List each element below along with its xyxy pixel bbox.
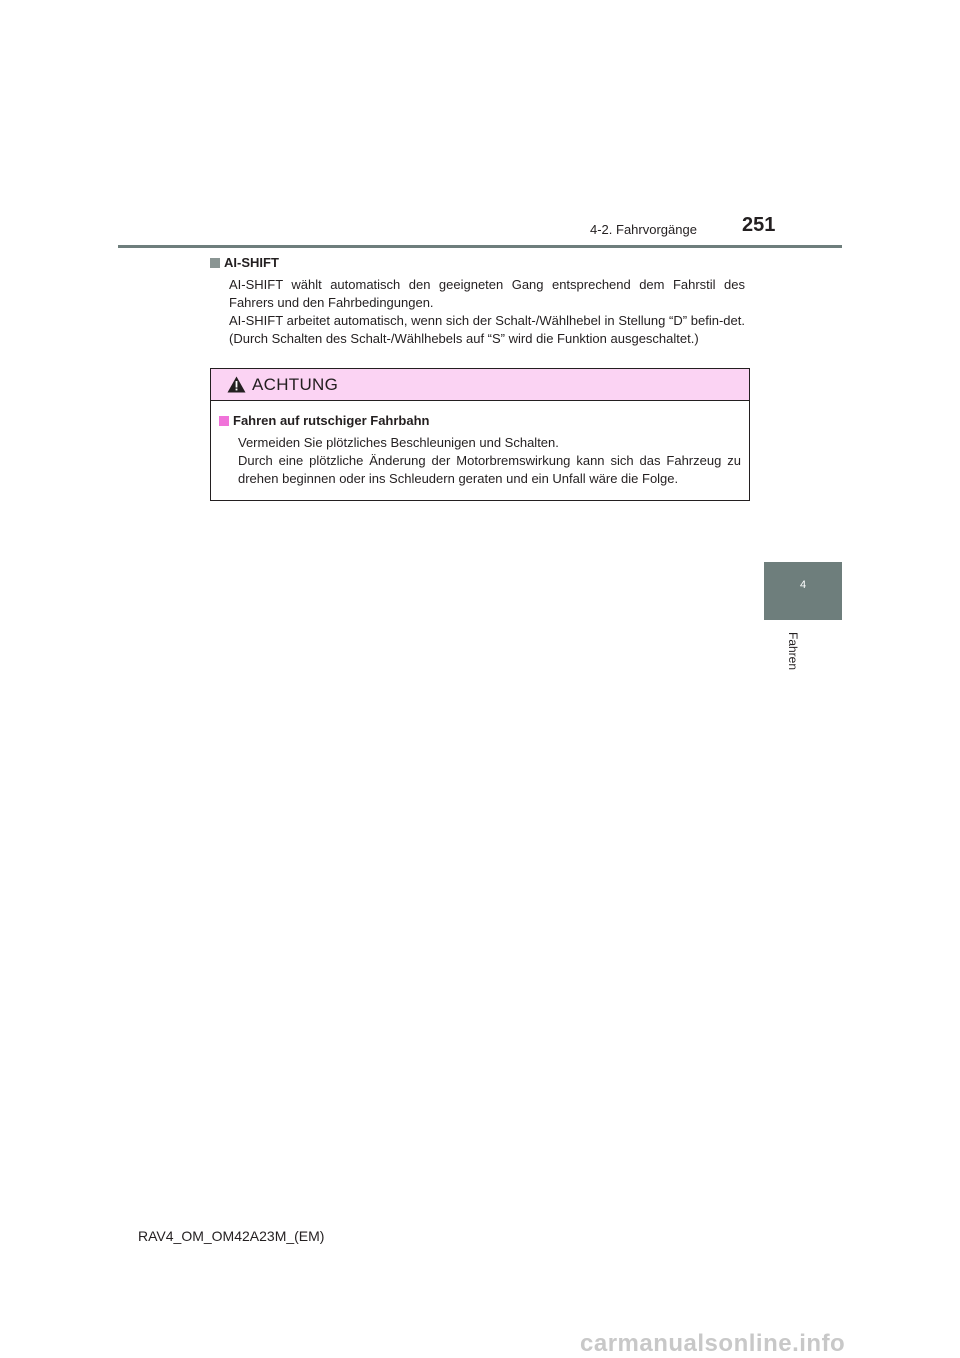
square-bullet-icon [210, 258, 220, 268]
warning-box [210, 368, 750, 501]
warning-content [211, 401, 749, 488]
header-section-title: 4-2. Fahrvorgänge [590, 222, 697, 237]
warning-heading [219, 412, 741, 430]
square-bullet-icon [219, 416, 229, 426]
footer-document-code: RAV4_OM_OM42A23M_(EM) [138, 1228, 325, 1244]
chapter-tab-label: Fahren [786, 632, 800, 671]
section-paragraph: AI-SHIFT arbeitet automatisch, wenn sich der Schalt-/Wählhebel in Stellung “D” befin-det. (Durch Schalten des Schalt-/Wählhebels auf “S” wird die Funktion ausgeschaltet.) [229, 313, 745, 346]
section-heading [210, 254, 745, 272]
header-rule [118, 245, 842, 248]
warning-triangle-icon [227, 376, 246, 393]
warning-paragraph: Vermeiden Sie plötzliches Beschleunigen und Schalten. [238, 435, 559, 450]
section-body [229, 276, 745, 348]
warning-header [211, 369, 749, 401]
section-heading-text: AI-SHIFT [224, 255, 279, 270]
watermark: carmanualsonline.info [580, 1330, 846, 1357]
warning-paragraph: Durch eine plötzliche Änderung der Motorbremswirkung kann sich das Fahrzeug zu drehen beginnen oder ins Schleudern geraten und ein Unfall wäre die Folge. [238, 453, 741, 486]
page-number: 251 [742, 214, 776, 236]
ai-shift-section [210, 254, 745, 348]
warning-body [238, 434, 741, 488]
warning-title: ACHTUNG [252, 374, 339, 394]
warning-heading-text: Fahren auf rutschiger Fahrbahn [233, 413, 430, 428]
chapter-tab [764, 562, 842, 620]
section-paragraph: AI-SHIFT wählt automatisch den geeigneten Gang entsprechend dem Fahrstil des Fahrers und den Fahrbedingungen. [229, 277, 745, 310]
chapter-tab-number: 4 [799, 579, 807, 591]
